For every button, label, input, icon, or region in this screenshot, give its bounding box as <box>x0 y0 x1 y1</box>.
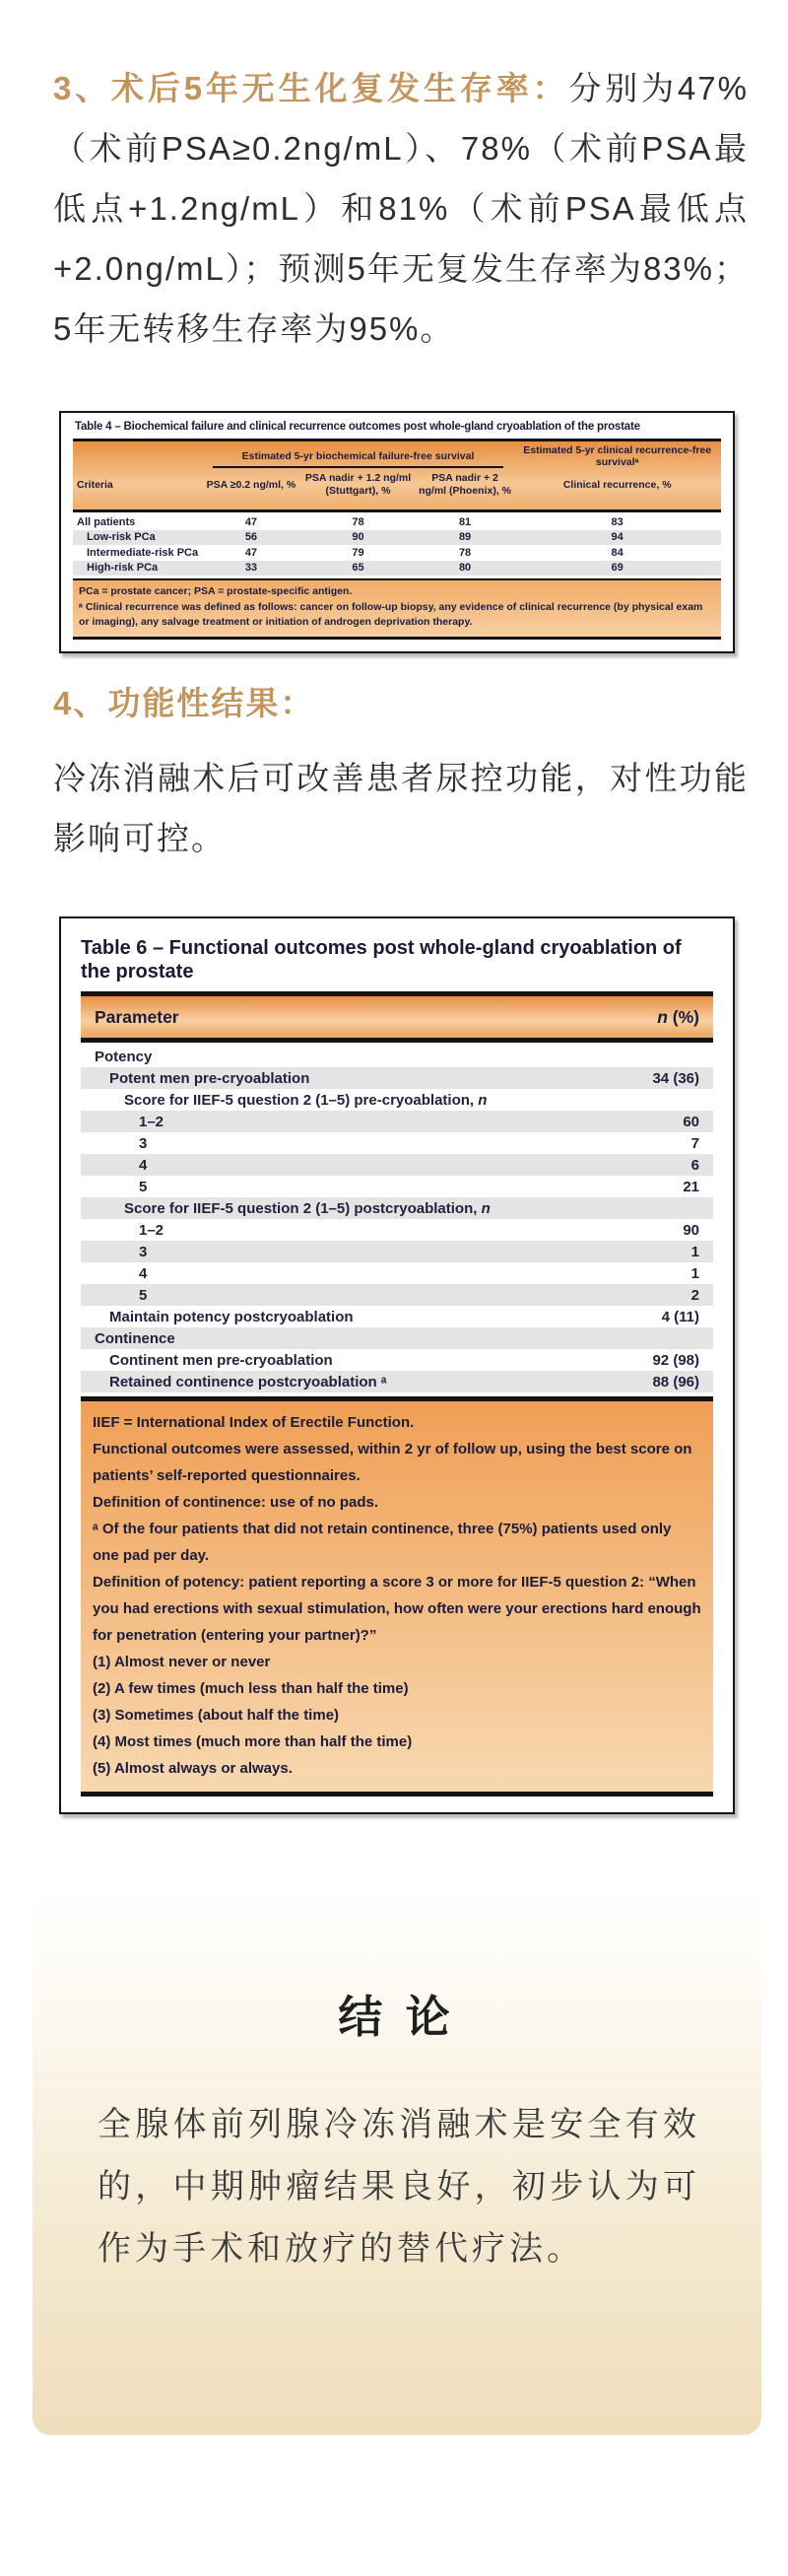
table6-footnote-line: (2) A few times (much less than half the time) <box>93 1680 409 1697</box>
conclusion-title: 结 论 <box>338 1993 456 2042</box>
table4-row-value: 80 <box>458 562 472 575</box>
table4-bottom-gap <box>73 640 721 645</box>
section4-paragraph: 冷冻消融术后可改善患者尿控功能，对性功能影响可控。 <box>53 760 749 856</box>
conclusion-card <box>33 1886 761 2435</box>
table6-row-value: 90 <box>683 1221 699 1239</box>
table4-col-criteria: Criteria <box>77 478 113 491</box>
table4-row-value: 81 <box>458 515 472 528</box>
conclusion-body: 全腺体前列腺冷冻消融术是安全有效的，中期肿瘤结果良好，初步认为可作为手术和放疗的替代疗法。 <box>98 2106 700 2268</box>
table6-header <box>81 996 713 1038</box>
table4-row-value: 56 <box>244 531 258 544</box>
table6-row-label: Retained continence postcryoablation ᵃ <box>109 1373 387 1390</box>
table6-row-label: Continence <box>95 1329 175 1347</box>
table6-body <box>81 1043 713 1396</box>
section4-heading: 4、功能性结果： <box>53 685 315 721</box>
table6-footnote-line: (3) Sometimes (about half the time) <box>93 1707 340 1724</box>
table6-row <box>81 1176 713 1197</box>
table6-footnote-line: (5) Almost always or always. <box>93 1760 293 1777</box>
table6-row-label: 3 <box>139 1134 148 1152</box>
table6-row-value: 7 <box>690 1134 699 1152</box>
table6-row <box>81 1046 713 1067</box>
table6-row-label: 4 <box>139 1156 148 1174</box>
table6-row <box>81 1132 713 1154</box>
table6-row <box>81 1089 713 1111</box>
table4-row-value: 78 <box>458 546 472 559</box>
table6-row-label: 1–2 <box>139 1113 164 1130</box>
table6-row <box>81 1067 713 1089</box>
table6-row <box>81 1284 713 1306</box>
table4-row <box>73 514 721 530</box>
table6-title-line1: Table 6 – Functional outcomes post whole-gland cryoablation of <box>81 937 682 959</box>
table4-row-value: 78 <box>352 515 364 528</box>
table6-footnote-line: Definition of potency: patient reporting a score 3 or more for IIEF-5 question 2: “When you had erections with sexual stimulation, how often were your erections hard enough for penetration (entering your partner)?” <box>93 1574 701 1644</box>
table4-footnotes <box>73 580 721 637</box>
table6-row-label: 3 <box>139 1243 148 1260</box>
table4-row-criteria: All patients <box>77 515 136 528</box>
table6-footnote-line: Functional outcomes were assessed, within 2 yr of follow up, using the best score on patients’ self-reported questionnaires. <box>93 1441 692 1484</box>
table4-row-value: 90 <box>352 531 364 544</box>
table6-row <box>81 1197 713 1219</box>
table6-footnote-line: (1) Almost never or never <box>93 1654 271 1670</box>
table4-row-value: 89 <box>458 531 472 544</box>
table4-row-criteria: Intermediate-risk PCa <box>87 546 199 559</box>
table6-row-label: 5 <box>139 1286 148 1304</box>
table6-footnote-line: Definition of continence: use of no pads. <box>93 1494 379 1511</box>
table4-row <box>73 545 721 561</box>
table6-row-label: 1–2 <box>139 1221 164 1239</box>
table4-row-value: 83 <box>611 515 624 528</box>
table4-row-value: 33 <box>244 562 258 575</box>
table6-row-value: 4 (11) <box>661 1308 699 1325</box>
table4-row-value: 69 <box>611 562 624 575</box>
table4-group-header-biochemical: Estimated 5-yr biochemical failure-free survival <box>213 450 504 468</box>
table6-footnote-line: IIEF = International Index of Erectile Function. <box>93 1414 415 1431</box>
table4-title: Table 4 – Biochemical failure and clinical recurrence outcomes post whole-gland cryoablation of the prostate <box>75 421 640 433</box>
table6-footnote-line: ᵃ Of the four patients that did not retain continence, three (75%) patients used only one pad per day. <box>93 1521 672 1564</box>
table6-functional-outcomes <box>59 916 735 1814</box>
table6-row <box>81 1371 713 1392</box>
table6-footnote-line: (4) Most times (much more than half the time) <box>93 1733 413 1750</box>
table4-header <box>73 441 721 509</box>
table4-row <box>73 530 721 546</box>
table6-row-label: Score for IIEF-5 question 2 (1–5) postcryoablation, n <box>124 1199 491 1217</box>
table6-row-label: Score for IIEF-5 question 2 (1–5) pre-cryoablation, n <box>124 1091 488 1109</box>
table6-row <box>81 1111 713 1132</box>
section3-body-text: 分别为47%（术前PSA≥0.2ng/mL）、78%（术前PSA最低点+1.2ng/mL）和81%（术前PSA最低点+2.0ng/mL）；预测5年无复发生存率为83%；5年无转移生存率为95%。 <box>53 70 749 347</box>
table4-biochemical-failure <box>59 411 735 653</box>
table4-row-criteria: High-risk PCa <box>87 562 159 575</box>
table4-footnote-line: PCa = prostate cancer; PSA = prostate-specific antigen. <box>79 585 353 597</box>
table4-row-value: 79 <box>352 546 364 559</box>
table6-row-value: 2 <box>690 1286 699 1304</box>
table4-group-header-clinical: Estimated 5-yr clinical recurrence-free survivalᵃ <box>523 444 712 468</box>
table6-row-label: 4 <box>139 1264 148 1282</box>
table4-col-phoenix: PSA nadir + 2 ng/ml (Phoenix), % <box>419 472 512 497</box>
table4-col-stuttgart: PSA nadir + 1.2 ng/ml (Stuttgart), % <box>304 472 412 497</box>
table6-row <box>81 1262 713 1284</box>
table4-row-value: 47 <box>244 546 258 559</box>
table6-row-value: 34 (36) <box>652 1069 699 1087</box>
table6-row-label: Continent men pre-cryoablation <box>109 1351 333 1369</box>
table4-row-value: 94 <box>611 531 624 544</box>
table6-row-value: 92 (98) <box>652 1351 699 1369</box>
table6-row-value: 1 <box>690 1264 699 1282</box>
section3-paragraph <box>53 58 749 359</box>
table6-row <box>81 1306 713 1327</box>
table4-row-value: 47 <box>244 515 258 528</box>
table6-row-label: 5 <box>139 1178 148 1195</box>
table6-row <box>81 1241 713 1262</box>
table6-row-value: 6 <box>690 1156 699 1174</box>
table6-row-value: 21 <box>683 1178 699 1195</box>
table4-col-clinical-recurrence: Clinical recurrence, % <box>562 478 672 491</box>
table6-row-value: 60 <box>683 1113 699 1130</box>
table6-row-label: Potency <box>95 1048 153 1065</box>
table4-row-value: 84 <box>611 546 624 559</box>
table6-row-label: Potent men pre-cryoablation <box>109 1069 310 1087</box>
table6-row-value: 1 <box>690 1243 699 1260</box>
table6-col-parameter: Parameter <box>95 1006 179 1027</box>
section3-heading: 3、术后5年无生化复发生存率： <box>53 70 569 106</box>
table4-row <box>73 561 721 576</box>
table6-row-label: Maintain potency postcryoablation <box>109 1308 354 1325</box>
table6-title-line2: the prostate <box>81 961 194 983</box>
table6-footnotes <box>81 1401 713 1792</box>
table6-row <box>81 1154 713 1176</box>
table6-row <box>81 1219 713 1241</box>
table4-col-psa02: PSA ≥0.2 ng/ml, % <box>206 478 296 491</box>
table6-row <box>81 1327 713 1349</box>
table4-footnote-line: ᵃ Clinical recurrence was defined as follows: cancer on follow-up biopsy, any evidence of clinical recurrence (by physical exam or imaging), any salvage treatment or initiation of androgen deprivation therapy. <box>79 600 703 628</box>
table6-row <box>81 1349 713 1371</box>
table6-bottom-gap <box>81 1796 713 1804</box>
table4-row-criteria: Low-risk PCa <box>87 531 156 544</box>
table4-body <box>73 512 721 578</box>
table4-row-value: 65 <box>352 562 364 575</box>
table6-col-n-percent: n (%) <box>657 1006 699 1027</box>
table6-row-value: 88 (96) <box>652 1373 699 1390</box>
